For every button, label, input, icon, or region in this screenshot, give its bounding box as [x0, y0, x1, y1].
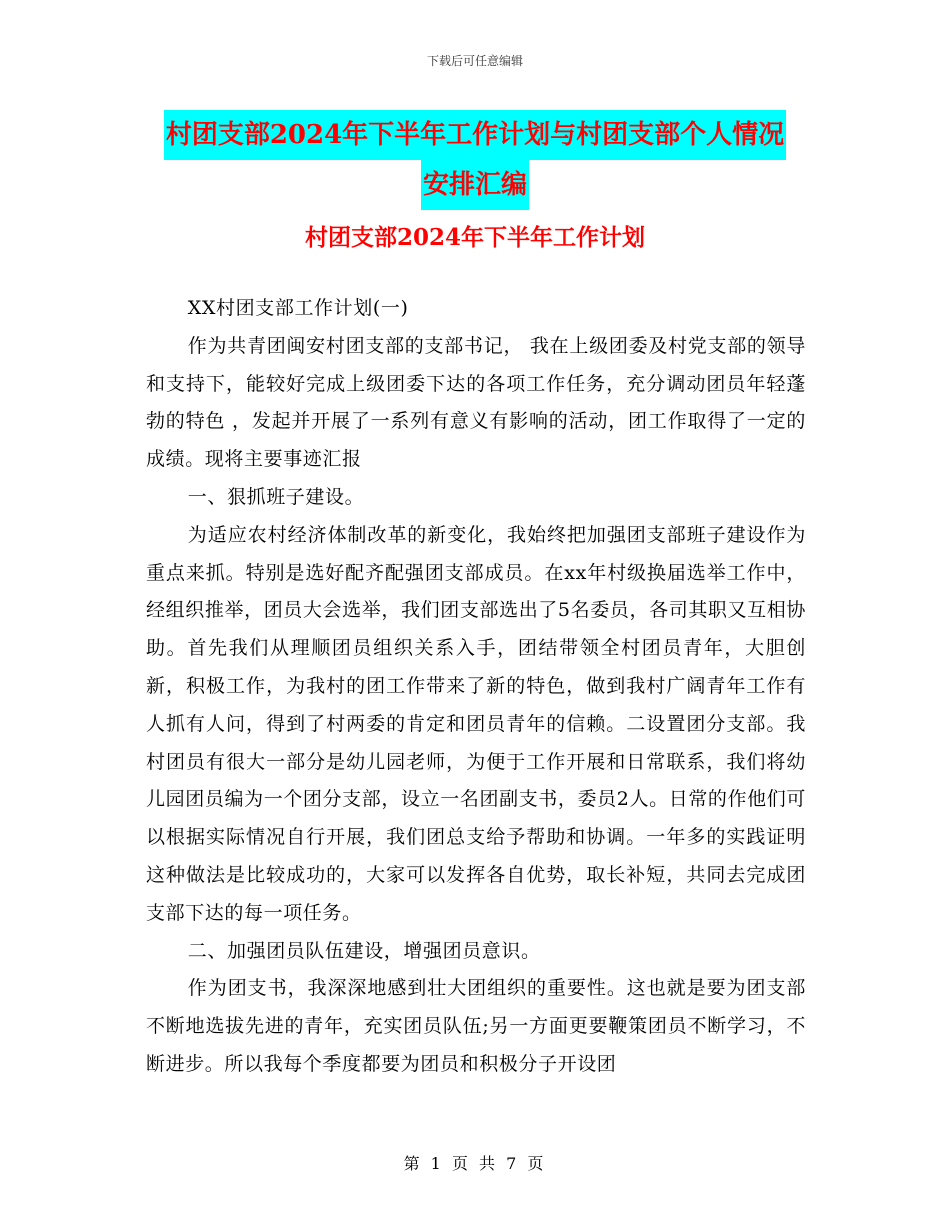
paragraph: 一、狠抓班子建设。	[187, 485, 365, 508]
document-title	[0, 110, 950, 210]
paragraph: 为适应农村经济体制改革的新变化，我始终把加强团支部班子建设作为重点来抓。特别是选好配齐配强团支部成员。在xx年村级换届选举工作中，经组织推举，团员大会选举，我们团支部选出了5名委员，各司其职又互相协助。首先我们从理顺团员组织关系入手，团结带领全村团员青年，大胆创新，积极工作，为我村的团工作带来了新的特色，做到我村广阔青年工作有人抓有人问，得到了村两委的肯定和团员青年的信赖。二设置团分支部。我村团员有很大一部分是幼儿园老师，为便于工作开展和日常联系，我们将幼儿园团员编为一个团分支部，设立一名团副支书，委员2人。日常的作他们可以根据实际情况自行开展，我们团总支给予帮助和协调。一年多的实践证明这种做法是比较成功的，大家可以发挥各自优势，取长补短，共同去完成团支部下达的每一项任务。	[146, 523, 806, 924]
paragraph: 二、加强团员队伍建设，增强团员意识。	[187, 939, 541, 962]
body-text	[146, 290, 806, 1084]
paragraph: XX村团支部工作计划(一)	[187, 297, 409, 319]
header-note: 下载后可任意编辑	[426, 54, 523, 68]
page-number: 第 1 页 共 7 页	[403, 1154, 547, 1173]
paragraph: 作为团支书，我深深地感到壮大团组织的重要性。这也就是要为团支部不断地选拔先进的青年，充实团员队伍;另一方面更要鞭策团员不断学习，不断进步。所以我每个季度都要为团员和积极分子开设团	[146, 977, 806, 1075]
document-title-line-2: 安排汇编	[421, 160, 529, 210]
document-title-line-1: 村团支部2024年下半年工作计划与村团支部个人情况	[164, 110, 786, 160]
paragraph: 作为共青团闽安村团支部的支部书记， 我在上级团委及村党支部的领导和支持下，能较好完成上级团委下达的各项工作任务，充分调动团员年轻蓬勃的特色 ，发起并开展了一系列有意义有影响的活动，团工作取得了一定的成绩。现将主要事迹汇报	[146, 334, 806, 471]
section-title: 村团支部2024年下半年工作计划	[304, 224, 645, 251]
